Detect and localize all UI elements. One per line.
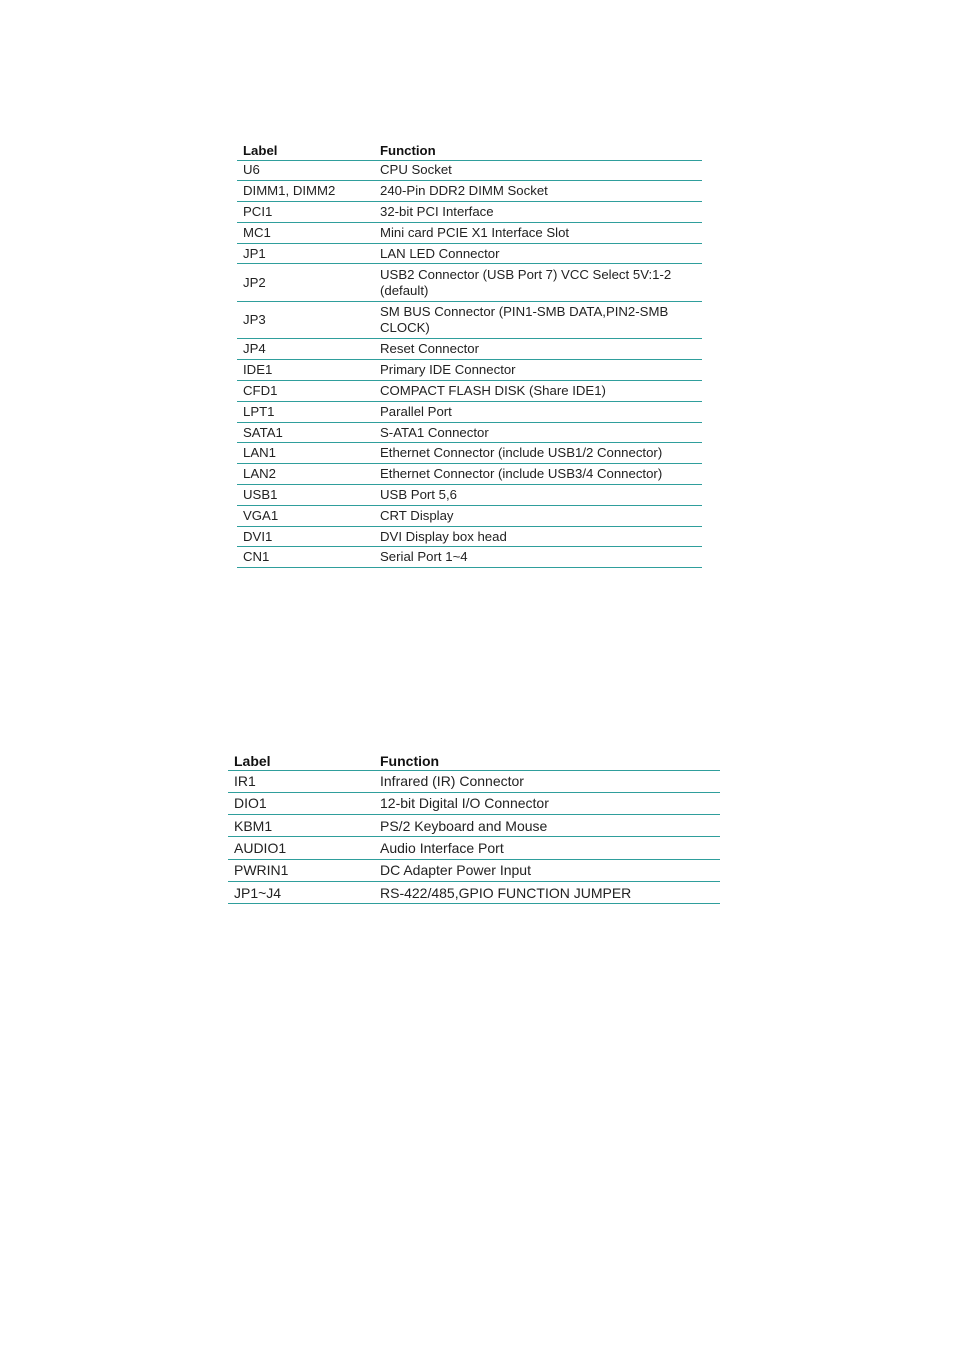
cell-label: MC1 <box>243 224 271 240</box>
cell-function: USB2 Connector (USB Port 7) VCC Select 5V:1-2 (default) <box>380 266 672 298</box>
cell-function: Primary IDE Connector <box>380 362 516 378</box>
cell-label: AUDIO1 <box>234 840 287 857</box>
cell-label: PCI1 <box>243 203 273 219</box>
cell-label: JP4 <box>243 341 266 357</box>
cell-function: USB Port 5,6 <box>380 486 457 502</box>
table-row <box>237 485 702 506</box>
cell-label: IDE1 <box>243 362 273 378</box>
header-function: Function <box>380 752 440 769</box>
table-row <box>237 301 702 339</box>
table-row <box>237 360 702 381</box>
table-row <box>237 160 702 181</box>
cell-function: Serial Port 1~4 <box>380 549 468 565</box>
cell-function: Ethernet Connector (include USB1/2 Connector) <box>380 445 663 461</box>
table-row <box>237 202 702 223</box>
cell-function: Audio Interface Port <box>380 840 504 857</box>
table-row <box>228 792 720 814</box>
cell-label: VGA1 <box>243 507 279 523</box>
table-header-row <box>237 142 702 160</box>
cell-label: U6 <box>243 162 260 178</box>
cell-function: DVI Display box head <box>380 528 507 544</box>
table-row <box>237 264 702 302</box>
connector-table-rear-panel <box>228 750 720 904</box>
table-row <box>237 547 702 568</box>
table-row <box>237 381 702 402</box>
cell-function: Mini card PCIE X1 Interface Slot <box>380 224 570 240</box>
cell-function: CRT Display <box>380 507 454 523</box>
header-label: Label <box>243 142 278 158</box>
table-row <box>228 815 720 837</box>
cell-function: Parallel Port <box>380 403 452 419</box>
cell-label: DIMM1, DIMM2 <box>243 183 336 199</box>
cell-label: LAN2 <box>243 466 276 482</box>
table-row <box>237 339 702 360</box>
table-row <box>237 401 702 422</box>
table-row <box>237 464 702 485</box>
table-row <box>237 222 702 243</box>
cell-label: CN1 <box>243 549 270 565</box>
table-header-row <box>228 750 720 770</box>
cell-function: LAN LED Connector <box>380 245 500 261</box>
cell-function: DC Adapter Power Input <box>380 862 531 879</box>
table-row <box>237 181 702 202</box>
cell-function: PS/2 Keyboard and Mouse <box>380 817 548 834</box>
cell-function: 32-bit PCI Interface <box>380 203 494 219</box>
table-row <box>228 881 720 903</box>
cell-function: Reset Connector <box>380 341 479 357</box>
cell-label: DVI1 <box>243 528 273 544</box>
cell-label: CFD1 <box>243 382 278 398</box>
cell-function: CPU Socket <box>380 162 452 178</box>
table-row <box>228 837 720 859</box>
cell-label: SATA1 <box>243 424 283 440</box>
cell-function: RS-422/485,GPIO FUNCTION JUMPER <box>380 884 632 901</box>
table-row <box>237 443 702 464</box>
cell-function: S-ATA1 Connector <box>380 424 489 440</box>
cell-label: PWRIN1 <box>234 862 289 879</box>
cell-label: DIO1 <box>234 795 267 812</box>
header-label: Label <box>234 752 271 769</box>
table-row <box>228 859 720 881</box>
table-row <box>228 770 720 792</box>
header-function: Function <box>380 142 436 158</box>
cell-label: LAN1 <box>243 445 276 461</box>
cell-function: 12-bit Digital I/O Connector <box>380 795 549 812</box>
cell-label: JP3 <box>243 312 266 328</box>
cell-label: JP2 <box>243 274 266 290</box>
cell-label: USB1 <box>243 486 278 502</box>
cell-function: 240-Pin DDR2 DIMM Socket <box>380 183 548 199</box>
cell-label: JP1 <box>243 245 266 261</box>
cell-label: IR1 <box>234 773 256 790</box>
cell-function: COMPACT FLASH DISK (Share IDE1) <box>380 382 606 398</box>
table-row <box>237 526 702 547</box>
table-row <box>237 505 702 526</box>
connector-table-board <box>237 142 702 568</box>
table-row <box>237 243 702 264</box>
cell-label: JP1~J4 <box>234 884 282 901</box>
cell-function: SM BUS Connector (PIN1-SMB DATA,PIN2-SMB CLOCK) <box>380 304 669 336</box>
cell-function: Infrared (IR) Connector <box>380 773 524 790</box>
cell-label: LPT1 <box>243 403 275 419</box>
cell-label: KBM1 <box>234 817 273 834</box>
cell-function: Ethernet Connector (include USB3/4 Connector) <box>380 466 663 482</box>
table-row <box>237 422 702 443</box>
